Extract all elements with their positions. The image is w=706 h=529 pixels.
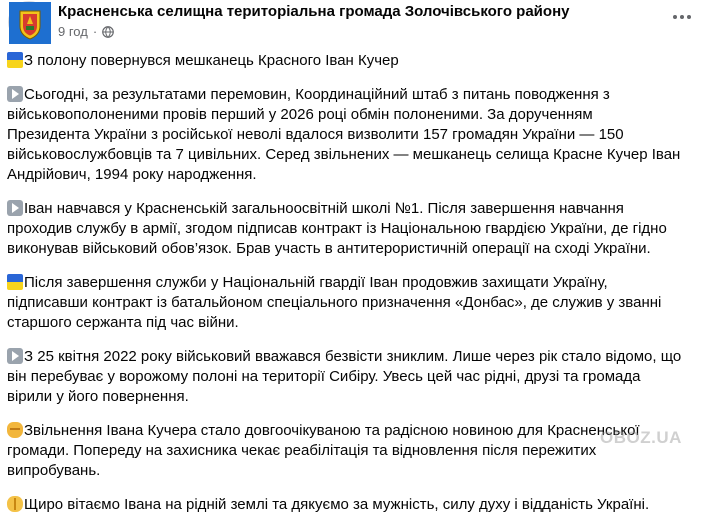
post-paragraph bbox=[7, 85, 697, 185]
paragraph-line bbox=[7, 441, 697, 461]
line-text: З полону повернувся мешканець Красного Іван Кучер bbox=[24, 52, 399, 69]
line-text: військовополоненими провів перший у 2026 році обмін полоненими. За дорученням bbox=[7, 106, 593, 123]
ukraine-flag-icon bbox=[7, 52, 23, 68]
ukraine-flag-icon bbox=[7, 274, 23, 290]
line-text: Сьогодні, за результатами перемовин, Координаційний штаб з питань поводження з bbox=[24, 86, 610, 103]
line-text: Щиро вітаємо Івана на рідній землі та дякуємо за мужність, силу духу і відданість Україні. bbox=[24, 496, 650, 513]
watermark: OBOZ.UA bbox=[600, 428, 682, 447]
post-meta bbox=[58, 24, 114, 39]
line-text: старшого сержанта під час війни. bbox=[7, 314, 239, 331]
more-options-icon-dot bbox=[680, 15, 684, 19]
paragraph-line bbox=[7, 495, 697, 515]
paragraph-line bbox=[7, 165, 697, 185]
paragraph-line bbox=[7, 293, 697, 313]
fist-icon bbox=[7, 422, 23, 438]
post-paragraph bbox=[7, 199, 697, 259]
line-text: громади. Попереду на захисника чекає реабілітація та відновлення після пережитих bbox=[7, 442, 597, 459]
paragraph-line bbox=[7, 347, 697, 367]
paragraph-line bbox=[7, 421, 697, 441]
line-text: військовослужбовців та 7 цивільних. Серед звільнених — мешканець селища Красне Кучер Іван bbox=[7, 146, 681, 163]
post-body bbox=[7, 51, 697, 529]
paragraph-line bbox=[7, 367, 697, 387]
page-name[interactable]: Красненська селищна територіальна громада Золочівського району bbox=[58, 3, 570, 20]
paragraph-line bbox=[7, 387, 697, 407]
page-avatar[interactable] bbox=[8, 1, 50, 43]
line-text: вірили у його повернення. bbox=[7, 388, 189, 405]
paragraph-line bbox=[7, 219, 697, 239]
line-text: З 25 квітня 2022 року військовий вважався безвісти зниклим. Лише через рік стало відомо, що bbox=[24, 348, 682, 365]
line-text: підписавши контракт із батальйоном спеціального призначення «Донбас», де служив у званні bbox=[7, 294, 662, 311]
more-options-icon bbox=[673, 15, 677, 19]
line-text: він перебуває у ворожому полоні на території Сибіру. Увесь цей час рідні, друзі та громада bbox=[7, 368, 641, 385]
paragraph-line bbox=[7, 273, 697, 293]
line-text: проходив службу в армії, згодом підписав контракт із Національною гвардією України, де гідно bbox=[7, 220, 667, 237]
paragraph-line bbox=[7, 145, 697, 165]
paragraph-line bbox=[7, 105, 697, 125]
play-button-icon bbox=[7, 200, 23, 216]
post-header bbox=[8, 0, 698, 46]
paragraph-line bbox=[7, 461, 697, 481]
post-paragraph bbox=[7, 347, 697, 407]
post-paragraph bbox=[7, 273, 697, 333]
globe-icon bbox=[102, 26, 114, 38]
play-button-icon bbox=[7, 86, 23, 102]
paragraph-line bbox=[7, 199, 697, 219]
post-paragraph bbox=[7, 421, 697, 481]
more-options-button[interactable] bbox=[668, 6, 696, 28]
paragraph-line bbox=[7, 85, 697, 105]
line-text: Андрійович, 1994 року народження. bbox=[7, 166, 257, 183]
line-text: виконував військовий обов’язок. Брав участь в антитерористичній операції на сході України. bbox=[7, 240, 651, 257]
post-time[interactable]: 9 год bbox=[58, 24, 88, 39]
post-paragraph bbox=[7, 495, 697, 515]
meta-separator: · bbox=[92, 24, 98, 39]
line-text: Іван навчався у Красненській загальноосвітній школі №1. Після завершення навчання bbox=[24, 200, 624, 217]
line-text: Президента України з російської неволі вдалося визволити 157 громадян України — 150 bbox=[7, 126, 624, 143]
line-text: Після завершення служби у Національній гвардії Іван продовжив захищати Україну, bbox=[24, 274, 608, 291]
paragraph-line bbox=[7, 51, 697, 71]
raised-hands-icon bbox=[7, 496, 23, 512]
paragraph-line bbox=[7, 125, 697, 145]
line-text: випробувань. bbox=[7, 462, 101, 479]
post-paragraph bbox=[7, 51, 697, 71]
community-emblem-icon bbox=[9, 2, 51, 44]
paragraph-line bbox=[7, 313, 697, 333]
line-text: Звільнення Івана Кучера стало довгоочікуваною та радісною новиною для Красненської bbox=[24, 422, 640, 439]
more-options-icon-dot bbox=[687, 15, 691, 19]
paragraph-line bbox=[7, 239, 697, 259]
play-button-icon bbox=[7, 348, 23, 364]
